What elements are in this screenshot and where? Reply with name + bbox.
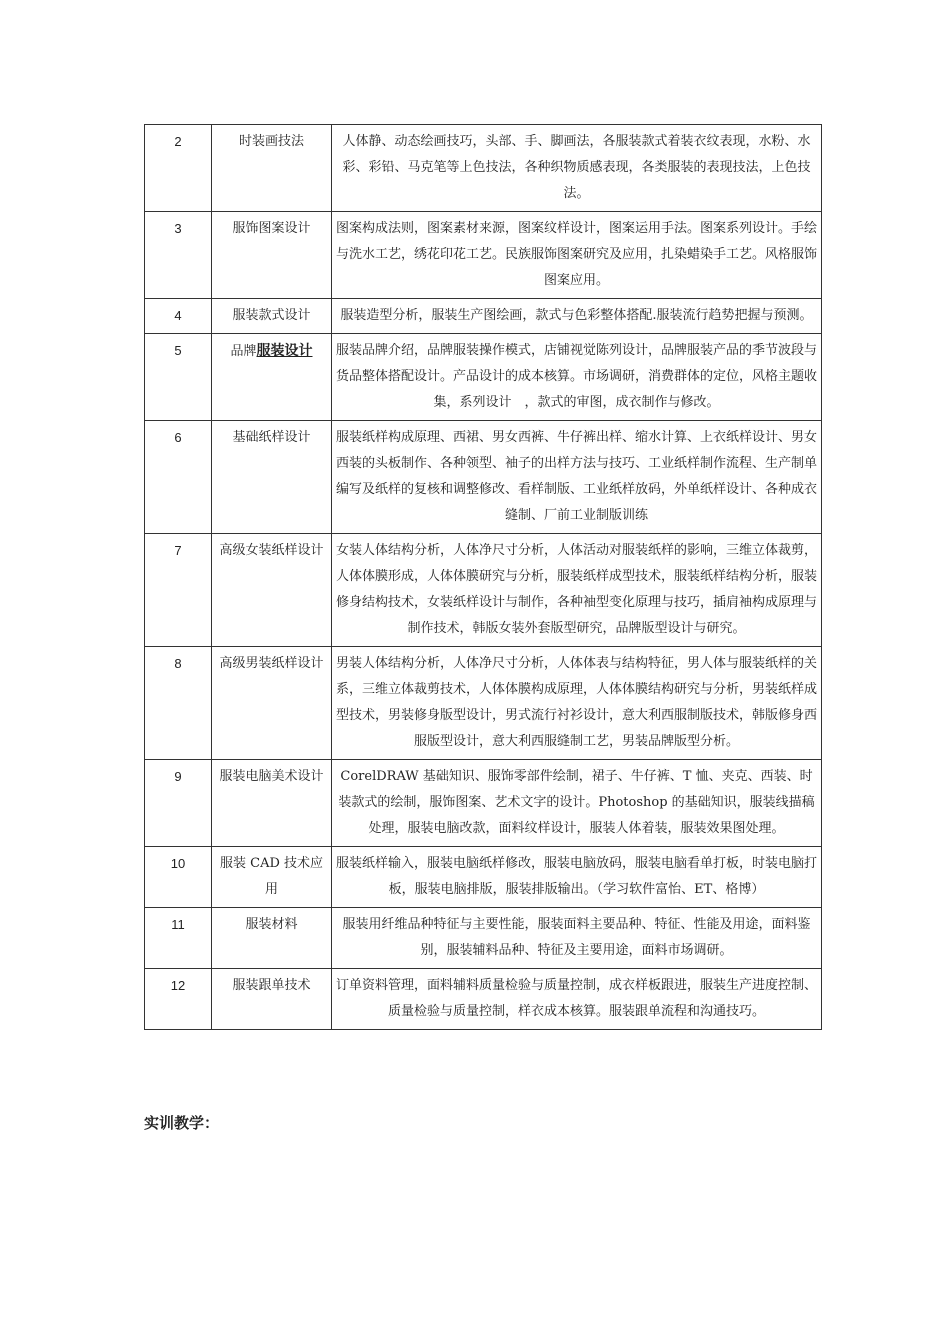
course-table	[144, 124, 822, 1030]
table-row	[145, 299, 822, 334]
table-row	[145, 534, 822, 647]
table-row	[145, 908, 822, 969]
course-description: 女装人体结构分析，人体净尺寸分析，人体活动对服装纸样的影响，三维立体裁剪，人体体膜形成，人体体膜研究与分析，服装纸样成型技术，服装纸样结构分析，服装修身结构技术，女装纸样设计与制作，各种袖型变化原理与技巧，插肩袖构成原理与制作技术，韩版女装外套版型研究，品牌版型设计与研究。	[332, 534, 822, 647]
row-number: 2	[145, 125, 212, 212]
table-row	[145, 212, 822, 299]
table-row	[145, 847, 822, 908]
table-row	[145, 647, 822, 760]
course-name	[212, 334, 332, 421]
course-description: 服装纸样构成原理、西裙、男女西裤、牛仔裤出样、缩水计算、上衣纸样设计、男女西装的头板制作、各种领型、袖子的出样方法与技巧、工业纸样制作流程、生产制单编写及纸样的复核和调整修改、看样制版、工业纸样放码，外单纸样设计、各种成衣缝制、厂前工业制版训练	[332, 421, 822, 534]
course-name-link[interactable]: 服装设计	[256, 343, 313, 359]
course-name-prefix: 品牌	[230, 344, 257, 359]
table-row	[145, 760, 822, 847]
course-description: 图案构成法则，图案素材来源，图案纹样设计，图案运用手法。图案系列设计。手绘与洗水工艺，绣花印花工艺。民族服饰图案研究及应用，扎染蜡染手工艺。风格服饰图案应用。	[332, 212, 822, 299]
table-row	[145, 334, 822, 421]
table-row	[145, 969, 822, 1030]
row-number: 4	[145, 299, 212, 334]
row-number: 8	[145, 647, 212, 760]
section-heading: 实训教学：	[144, 1114, 220, 1132]
course-description: 订单资料管理，面料辅料质量检验与质量控制，成衣样板跟进，服装生产进度控制、质量检验与质量控制，样衣成本核算。服装跟单流程和沟通技巧。	[332, 969, 822, 1030]
row-number: 5	[145, 334, 212, 421]
course-description: CorelDRAW 基础知识、服饰零部件绘制，裙子、牛仔裤、T 恤、夹克、西装、时装款式的绘制，服饰图案、艺术文字的设计。Photoshop 的基础知识，服装线描稿处理，服装电脑改款，面料纹样设计，服装人体着装，服装效果图处理。	[332, 760, 822, 847]
course-name: 服饰图案设计	[212, 212, 332, 299]
course-name: 服装跟单技术	[212, 969, 332, 1030]
course-name: 基础纸样设计	[212, 421, 332, 534]
course-name: 服装款式设计	[212, 299, 332, 334]
table-row	[145, 421, 822, 534]
row-number: 7	[145, 534, 212, 647]
table-row	[145, 125, 822, 212]
course-name: 时装画技法	[212, 125, 332, 212]
row-number: 6	[145, 421, 212, 534]
course-description: 服装用纤维品种特征与主要性能，服装面料主要品种、特征、性能及用途，面料鉴别，服装辅料品种、特征及主要用途，面料市场调研。	[332, 908, 822, 969]
row-number: 9	[145, 760, 212, 847]
row-number: 3	[145, 212, 212, 299]
course-description: 人体静、动态绘画技巧，头部、手、脚画法，各服装款式着装衣纹表现，水粉、水彩、彩铅、马克笔等上色技法，各种织物质感表现，各类服装的表现技法，上色技法。	[332, 125, 822, 212]
course-description: 服装纸样输入，服装电脑纸样修改，服装电脑放码，服装电脑看单打板，时装电脑打板，服装电脑排版，服装排版输出。（学习软件富怡、ET、格博）	[332, 847, 822, 908]
row-number: 10	[145, 847, 212, 908]
course-name: 高级女装纸样设计	[212, 534, 332, 647]
course-name: 服装 CAD 技术应用	[212, 847, 332, 908]
row-number: 12	[145, 969, 212, 1030]
course-description: 服装品牌介绍，品牌服装操作模式，店铺视觉陈列设计，品牌服装产品的季节波段与货品整体搭配设计。产品设计的成本核算。市场调研，消费群体的定位，风格主题收集，系列设计 ，款式的审图，成衣制作与修改。	[332, 334, 822, 421]
course-name: 服装电脑美术设计	[212, 760, 332, 847]
row-number: 11	[145, 908, 212, 969]
course-name: 服装材料	[212, 908, 332, 969]
course-description: 男装人体结构分析，人体净尺寸分析，人体体表与结构特征，男人体与服装纸样的关系，三维立体裁剪技术，人体体膜构成原理，人体体膜结构研究与分析，男装纸样成型技术，男装修身版型设计，男式流行衬衫设计，意大利西服制版技术，韩版修身西服版型设计，意大利西服缝制工艺，男装品牌版型分析。	[332, 647, 822, 760]
course-description: 服装造型分析，服装生产图绘画，款式与色彩整体搭配.服装流行趋势把握与预测。	[332, 299, 822, 334]
course-name: 高级男装纸样设计	[212, 647, 332, 760]
